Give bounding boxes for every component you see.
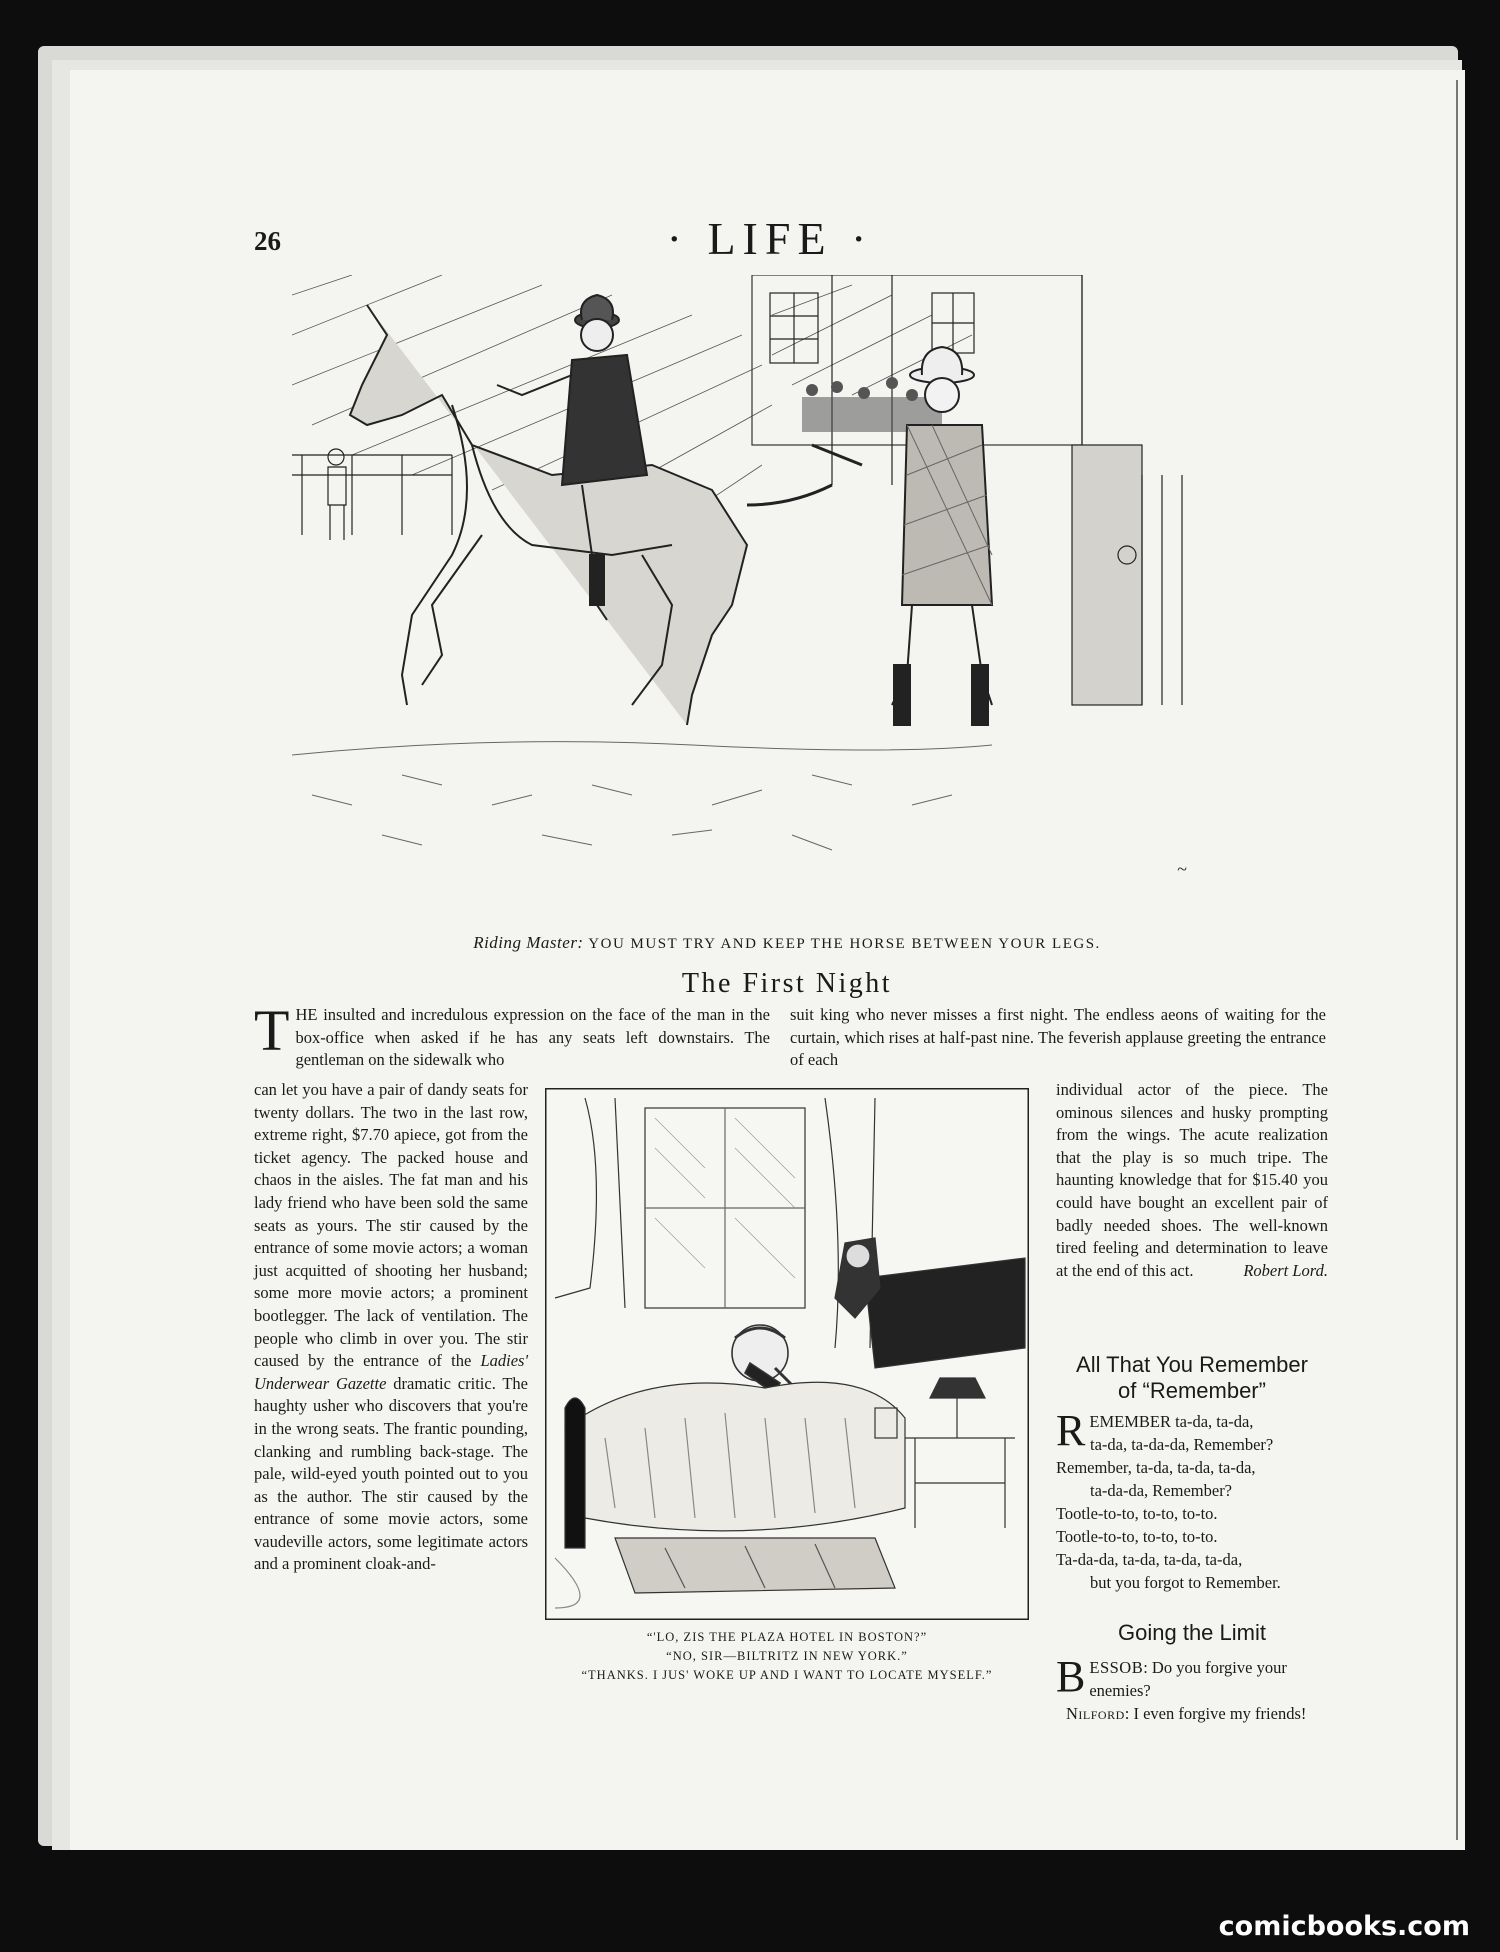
artist-signature: ~: [1177, 859, 1187, 879]
intro-right-text: suit king who never misses a first night. The endless aeons of waiting for the curtain, which rises at half-past nine. The feverish applause greeting the entrance of each: [790, 1005, 1326, 1070]
bed-headboard: [865, 1258, 1025, 1368]
suitcase: [615, 1538, 895, 1593]
bed: [565, 1382, 905, 1531]
article-left-column: [254, 1079, 528, 1576]
article-author: Robert Lord.: [1243, 1260, 1328, 1280]
lamp: [930, 1378, 985, 1398]
left-column-italic: Ladies' Underwear Gazette: [254, 1351, 528, 1393]
joke-line-2: : I even forgive my friends!: [1124, 1704, 1307, 1723]
masthead-life: · LIFE ·: [666, 213, 874, 264]
caption-line-1: “'LO, ZIS THE PLAZA HOTEL IN BOSTON?”: [646, 1630, 928, 1644]
joke-title: Going the Limit: [1118, 1620, 1266, 1645]
groom-figure: [328, 449, 346, 540]
riding-master-illustration: [292, 275, 1282, 915]
top-illustration-caption: [292, 933, 1282, 953]
poem-title-line-2: of “Remember”: [1118, 1378, 1266, 1403]
poem-dropcap: R: [1056, 1406, 1086, 1455]
poem-line-1: EMEMBER ta-da, ta-da,: [1089, 1412, 1254, 1431]
poem-body: [1056, 1406, 1330, 1594]
poem-title: [1054, 1352, 1330, 1404]
article-intro-left: [254, 998, 770, 1072]
spectators: [802, 377, 948, 432]
poem-line-2: ta-da, ta-da-da, Remember?: [1090, 1435, 1274, 1454]
joke-speaker-1: ESSOB: [1089, 1658, 1144, 1677]
poem-line-5: Tootle-to-to, to-to, to-to.: [1056, 1504, 1218, 1523]
left-column-text: can let you have a pair of dandy seats for twenty dollars. The two in the last row, extreme right, $7.70 apiece, got from the ticket agency. The packed house and chaos in the aisles. The fat man and his lady friend who have been sold the same seats as yours. The stir caused by the entrance of some movie actors; a woman just acquitted of shooting her husband; some more movie actors; a prominent bootlegger. The lack of ventilation. The people who climb in over you. The stir caused by the entrance of the: [254, 1080, 528, 1371]
page-number: 26: [254, 226, 281, 256]
poem-line-6: Tootle-to-to, to-to, to-to.: [1056, 1527, 1218, 1546]
article-right-column: [1056, 1079, 1328, 1282]
joke-line-1: : Do you forgive your enemies?: [1089, 1658, 1287, 1700]
joke-dropcap: B: [1056, 1652, 1086, 1701]
gate-post: [1072, 445, 1182, 705]
poem-title-line-1: All That You Remember: [1076, 1352, 1308, 1377]
hotel-phone-illustration: [545, 1088, 1029, 1620]
poem-line-3: Remember, ta-da, ta-da, ta-da,: [1056, 1458, 1256, 1477]
poem-line-4: ta-da-da, Remember?: [1090, 1481, 1233, 1500]
left-column-end: dramatic critic. The haughty usher who discovers that you're in the wrong seats. The frantic pounding, clanking and rumbling back-stage. The pale, wild-eyed youth pointed out to you as the author. The stir caused by the entrance of some movie actors, some vaudeville actors, some legitimate actors and a prominent cloak-and-: [254, 1373, 529, 1574]
article-intro-right: [790, 1004, 1326, 1072]
caption-line-3: “THANKS. I JUS' WOKE UP AND I WANT TO LOCATE MYSELF.”: [581, 1668, 993, 1682]
middle-illustration-caption: [545, 1628, 1029, 1685]
caption-text: YOU MUST TRY AND KEEP THE HORSE BETWEEN YOUR LEGS.: [588, 936, 1101, 952]
right-column-text: individual actor of the piece. The ominous silences and husky prompting from the wings. The acute realization that the play is so much tripe. The haunting knowledge that for $15.40 you could have bought an excellent pair of badly needed shoes. The well-known tired feeling and determination to leave at the end of this act.: [1056, 1080, 1328, 1280]
joke-speaker-2: Nilford: [1066, 1704, 1125, 1723]
poem-line-7: Ta-da-da, ta-da, ta-da, ta-da,: [1056, 1550, 1243, 1569]
page-edge-line: [1456, 80, 1458, 1840]
caption-speaker: Riding Master:: [473, 933, 584, 952]
intro-left-text: HE insulted and incredulous expression on the face of the man in the box-office when asked if he has any seats left downstairs. The gentleman on the sidewalk who: [295, 1005, 770, 1070]
fence-left: [292, 455, 452, 535]
bed-footboard: [565, 1398, 585, 1548]
article-dropcap: T: [254, 998, 290, 1063]
caption-line-2: “NO, SIR—BILTRITZ IN NEW YORK.”: [666, 1649, 908, 1663]
joke-body: [1056, 1652, 1330, 1725]
article-title: The First Night: [681, 968, 893, 999]
ground-texture: [292, 742, 992, 850]
poem-line-8: but you forgot to Remember.: [1090, 1573, 1281, 1592]
watermark: comicbooks.com: [1218, 1911, 1470, 1942]
